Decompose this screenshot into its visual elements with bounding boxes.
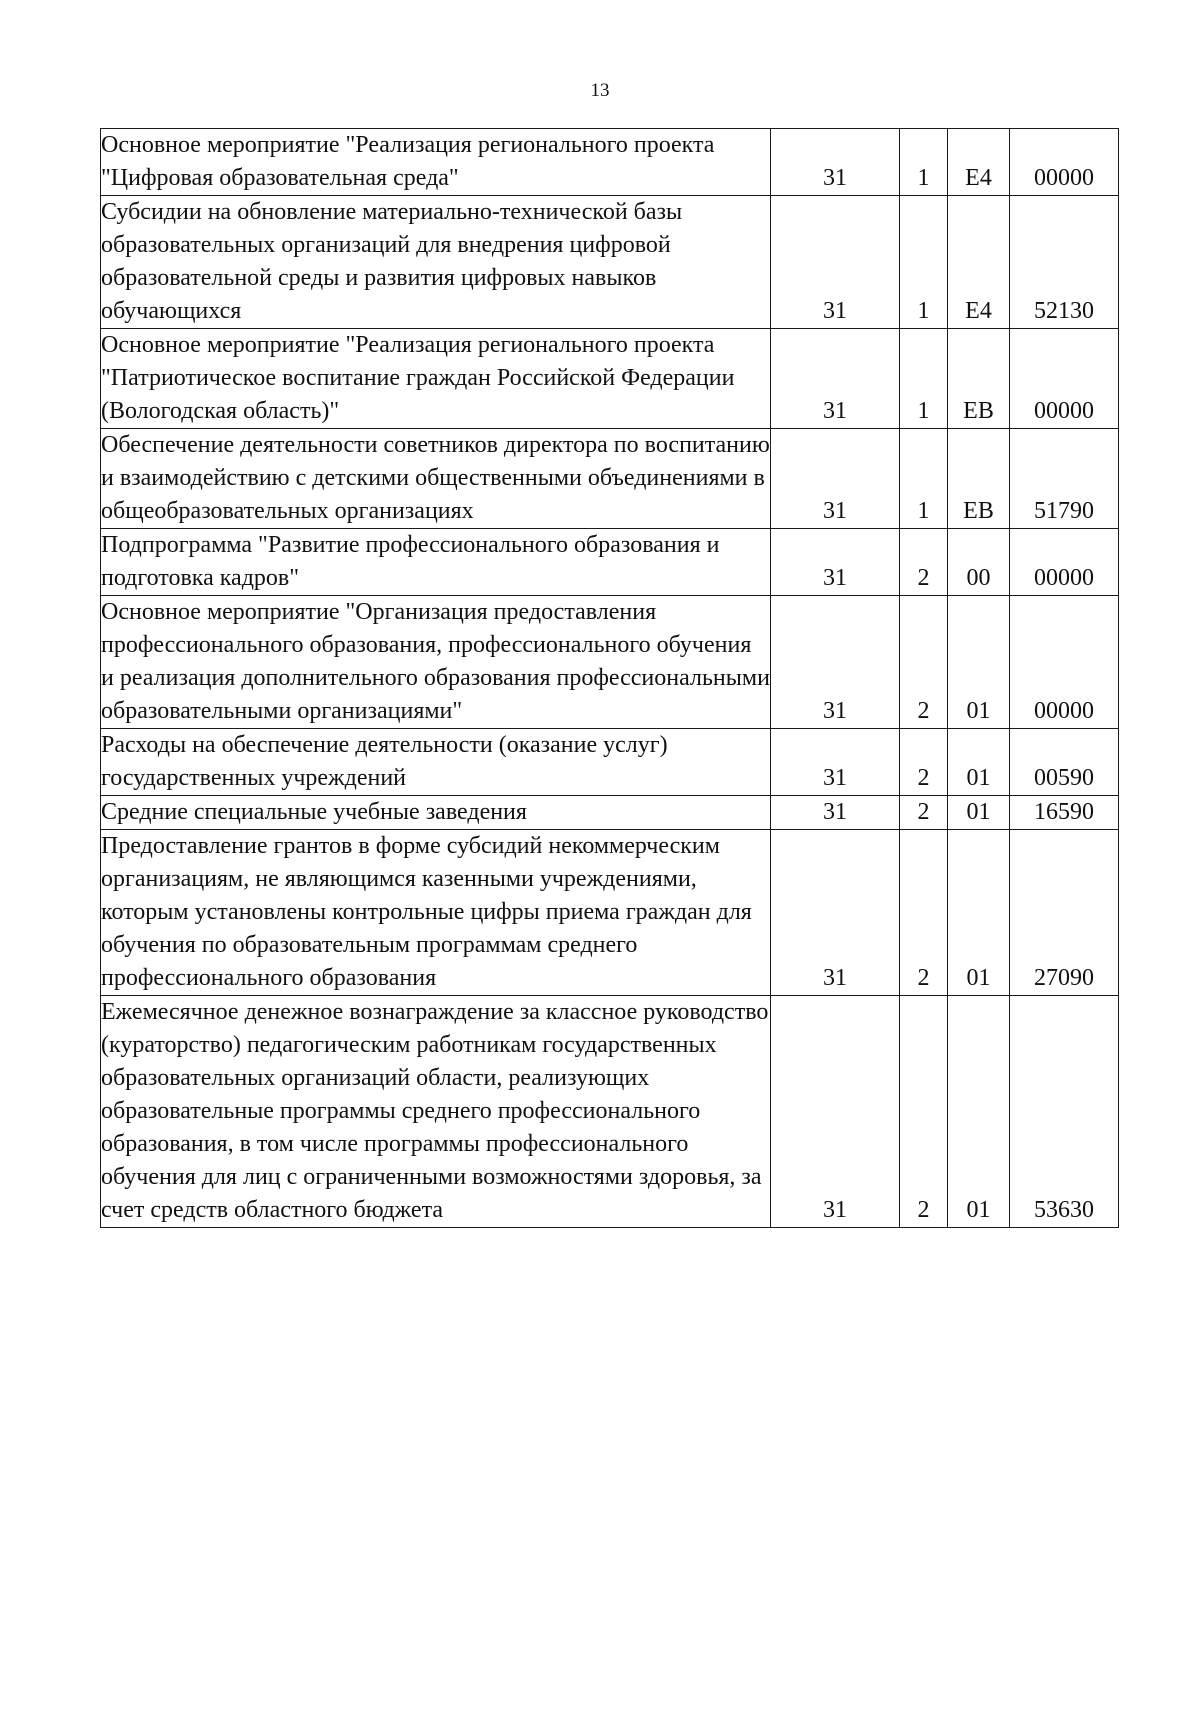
expense-description: Основное мероприятие "Реализация регионального проекта "Патриотическое воспитание граждан Российской Федерации (Вологодская область)" [101,329,771,429]
subprogram-code: 2 [900,729,948,796]
subprogram-code: 1 [900,429,948,529]
direction-code: 00000 [1010,529,1119,596]
group-code: 01 [948,796,1010,830]
program-code: 31 [771,830,900,996]
subprogram-code: 2 [900,796,948,830]
direction-code: 00590 [1010,729,1119,796]
expense-description: Средние специальные учебные заведения [101,796,771,830]
program-code: 31 [771,996,900,1228]
expense-description: Основное мероприятие "Организация предоставления профессионального образования, профессионального обучения и реализация дополнительного образования профессиональными образовательными организациями" [101,596,771,729]
table-row [101,529,1119,596]
expense-description: Обеспечение деятельности советников директора по воспитанию и взаимодействию с детскими общественными объединениями в общеобразовательных организациях [101,429,771,529]
direction-code: 16590 [1010,796,1119,830]
table-row [101,329,1119,429]
direction-code: 51790 [1010,429,1119,529]
table-row [101,796,1119,830]
direction-code: 00000 [1010,596,1119,729]
group-code: 01 [948,996,1010,1228]
page-number: 13 [590,80,610,101]
direction-code: 00000 [1010,329,1119,429]
program-code: 31 [771,596,900,729]
direction-code: 27090 [1010,830,1119,996]
group-code: E4 [948,196,1010,329]
table-row [101,729,1119,796]
subprogram-code: 2 [900,596,948,729]
direction-code: 00000 [1010,129,1119,196]
expense-description: Предоставление грантов в форме субсидий некоммерческим организациям, не являющимся казенными учреждениями, которым установлены контрольные цифры приема граждан для обучения по образовательным программам среднего профессионального образования [101,830,771,996]
group-code: EB [948,329,1010,429]
group-code: EB [948,429,1010,529]
direction-code: 52130 [1010,196,1119,329]
subprogram-code: 2 [900,529,948,596]
expense-description: Основное мероприятие "Реализация регионального проекта "Цифровая образовательная среда" [101,129,771,196]
table-row [101,429,1119,529]
program-code: 31 [771,329,900,429]
subprogram-code: 1 [900,329,948,429]
table-row [101,996,1119,1228]
expense-description: Расходы на обеспечение деятельности (оказание услуг) государственных учреждений [101,729,771,796]
program-code: 31 [771,196,900,329]
program-code: 31 [771,429,900,529]
table-row [101,196,1119,329]
program-code: 31 [771,529,900,596]
table-row [101,596,1119,729]
subprogram-code: 2 [900,996,948,1228]
group-code: 01 [948,830,1010,996]
expense-description: Субсидии на обновление материально-технической базы образовательных организаций для внедрения цифровой образовательной среды и развития цифровых навыков обучающихся [101,196,771,329]
group-code: E4 [948,129,1010,196]
expense-description: Ежемесячное денежное вознаграждение за классное руководство (кураторство) педагогическим работникам государственных образовательных организаций области, реализующих образовательные программы среднего профессионального образования, в том числе программы профессионального обучения для лиц с ограниченными возможностями здоровья, за счет средств областного бюджета [101,996,771,1228]
table-row [101,129,1119,196]
program-code: 31 [771,129,900,196]
program-code: 31 [771,796,900,830]
group-code: 00 [948,529,1010,596]
subprogram-code: 1 [900,196,948,329]
subprogram-code: 1 [900,129,948,196]
group-code: 01 [948,729,1010,796]
budget-classification-table [100,128,1119,1228]
program-code: 31 [771,729,900,796]
group-code: 01 [948,596,1010,729]
table-row [101,830,1119,996]
expense-description: Подпрограмма "Развитие профессионального образования и подготовка кадров" [101,529,771,596]
subprogram-code: 2 [900,830,948,996]
direction-code: 53630 [1010,996,1119,1228]
